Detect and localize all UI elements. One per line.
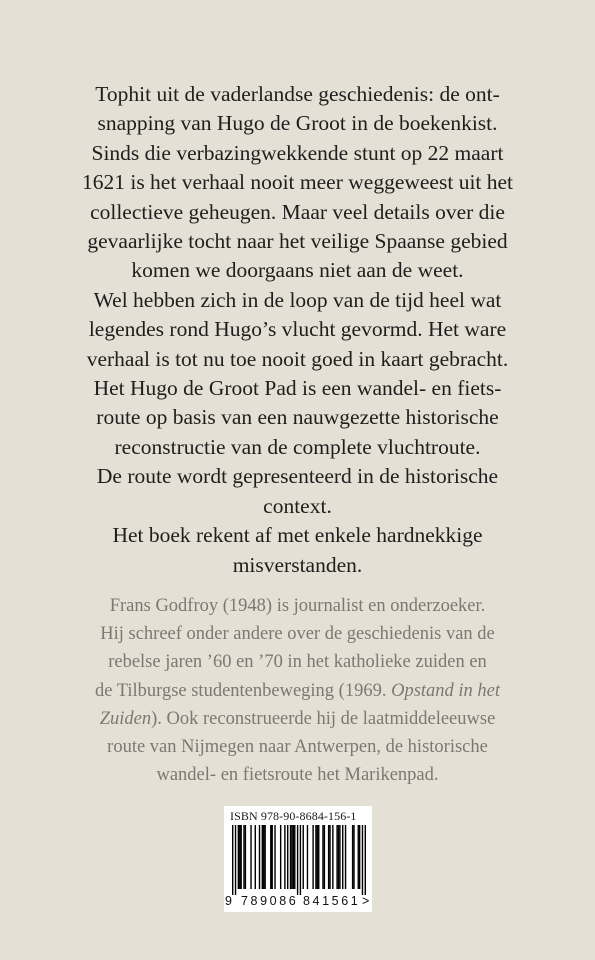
barcode-bar (365, 825, 366, 895)
blurb-line: Het boek rekent af met enkele hardnekkige (112, 523, 483, 548)
blurb-line: Wel hebben zich in de loop van de tijd heel wat (93, 287, 502, 312)
barcode-bar (352, 825, 353, 889)
barcode-bar (338, 825, 339, 889)
book-title-italic: Opstand in het (391, 680, 501, 701)
bio-line: rebelse jaren ’60 en ’70 in het katholieke zuiden en (108, 652, 487, 673)
blurb-line: gevaarlijke tocht naar het veilige Spaanse gebied (87, 229, 508, 254)
blurb-line: Het Hugo de Groot Pad is een wandel- en fiets- (93, 376, 502, 401)
barcode-bar (328, 825, 329, 889)
barcode-bar (235, 825, 236, 895)
barcode-bar (329, 825, 330, 889)
blurb-line: De route wordt gepresenteerd in de historische (96, 464, 499, 489)
barcode-bar (259, 825, 260, 889)
barcode-bar (238, 825, 239, 889)
barcode-bar (263, 825, 264, 889)
blurb-line: verhaal is tot nu toe nooit goed in kaart gebracht. (86, 346, 509, 371)
barcode-bar (300, 825, 301, 895)
barcode-bar (317, 825, 318, 889)
ean-first-digit: 9 (225, 894, 232, 908)
blurb-line: Sinds die verbazingwekkende stunt op 22 maart (91, 140, 504, 165)
barcode-bar (303, 825, 304, 889)
barcode-bar (287, 825, 288, 889)
bio-line: Frans Godfroy (1948) is journalist en onderzoeker. (109, 596, 486, 616)
barcode-bar (318, 825, 319, 889)
blurb-line: legendes rond Hugo’s vlucht gevormd. Het ware (88, 317, 507, 342)
barcode-bar (339, 825, 340, 889)
blurb-line: context. (263, 493, 332, 518)
blurb-line: snapping van Hugo de Groot in de boekenkist. (97, 111, 498, 136)
barcode-bar (270, 825, 271, 889)
bio-line: Hij schreef onder andere over de geschiedenis van de (100, 624, 495, 645)
barcode-bar (240, 825, 241, 889)
barcode-bar (336, 825, 337, 889)
blurb-line: collectieve geheugen. Maar veel details over die (90, 199, 505, 224)
barcode-bar (232, 825, 233, 895)
ean-end-marker: > (362, 894, 370, 908)
ean-left-group: 789086 (241, 894, 299, 908)
barcode-bar (345, 825, 346, 889)
bio-text: de Tilburgse studentenbeweging (1969. (94, 680, 392, 701)
barcode-bar (284, 825, 285, 889)
barcode-bar (322, 825, 323, 889)
blurb-line: 1621 is het verhaal nooit meer weggeweest uit het (81, 170, 514, 195)
bio-text: ). Ook reconstrueerde hij de laatmiddeleeuwse (151, 708, 496, 729)
barcode-bar (250, 825, 251, 889)
barcode-bar (280, 825, 281, 889)
book-title-italic: Zuiden (99, 708, 152, 729)
barcode-bar (239, 825, 240, 889)
blurb-line: route op basis van een nauwgezette historische (96, 405, 499, 430)
barcode-bar (358, 825, 359, 889)
bio-line (40, 677, 555, 705)
author-bio (40, 592, 555, 789)
barcode-bar (324, 825, 325, 889)
barcode-bar (294, 825, 295, 889)
isbn-label: ISBN 978-90-8684-156-1 (230, 809, 357, 823)
barcode-bar (342, 825, 343, 889)
barcode-bar (362, 825, 363, 895)
barcode-bar (353, 825, 354, 889)
barcode-bar (243, 825, 244, 889)
bio-line (40, 705, 555, 733)
bio-line: route van Nijmegen naar Antwerpen, de historische (107, 737, 488, 758)
barcode (224, 806, 372, 912)
barcode-bar (271, 825, 272, 889)
barcode-bars (232, 825, 366, 895)
blurb-line: komen we doorgaans niet aan de weet. (131, 258, 464, 283)
blurb-text (40, 80, 555, 580)
barcode-bar (297, 825, 298, 895)
blurb-line: misverstanden. (232, 552, 363, 577)
barcode-bar (315, 825, 316, 889)
blurb-line: reconstructie van de complete vluchtroute. (114, 434, 481, 459)
barcode-bar (274, 825, 275, 889)
barcode-bar (290, 825, 291, 889)
barcode-bar (312, 825, 313, 889)
barcode-bar (291, 825, 292, 889)
barcode-bar (293, 825, 294, 889)
barcode-bar (307, 825, 308, 889)
barcode-bar (262, 825, 263, 889)
blurb-line: Tophit uit de vaderlandse geschiedenis: de ont- (95, 82, 500, 106)
barcode-bar (255, 825, 256, 889)
barcode-bar (359, 825, 360, 889)
barcode-bar (332, 825, 333, 889)
barcode-bar (264, 825, 265, 889)
ean-right-group: 841561 (303, 894, 361, 908)
bio-line: wandel- en fietsroute het Marikenpad. (156, 765, 439, 786)
barcode-bar (245, 825, 246, 889)
